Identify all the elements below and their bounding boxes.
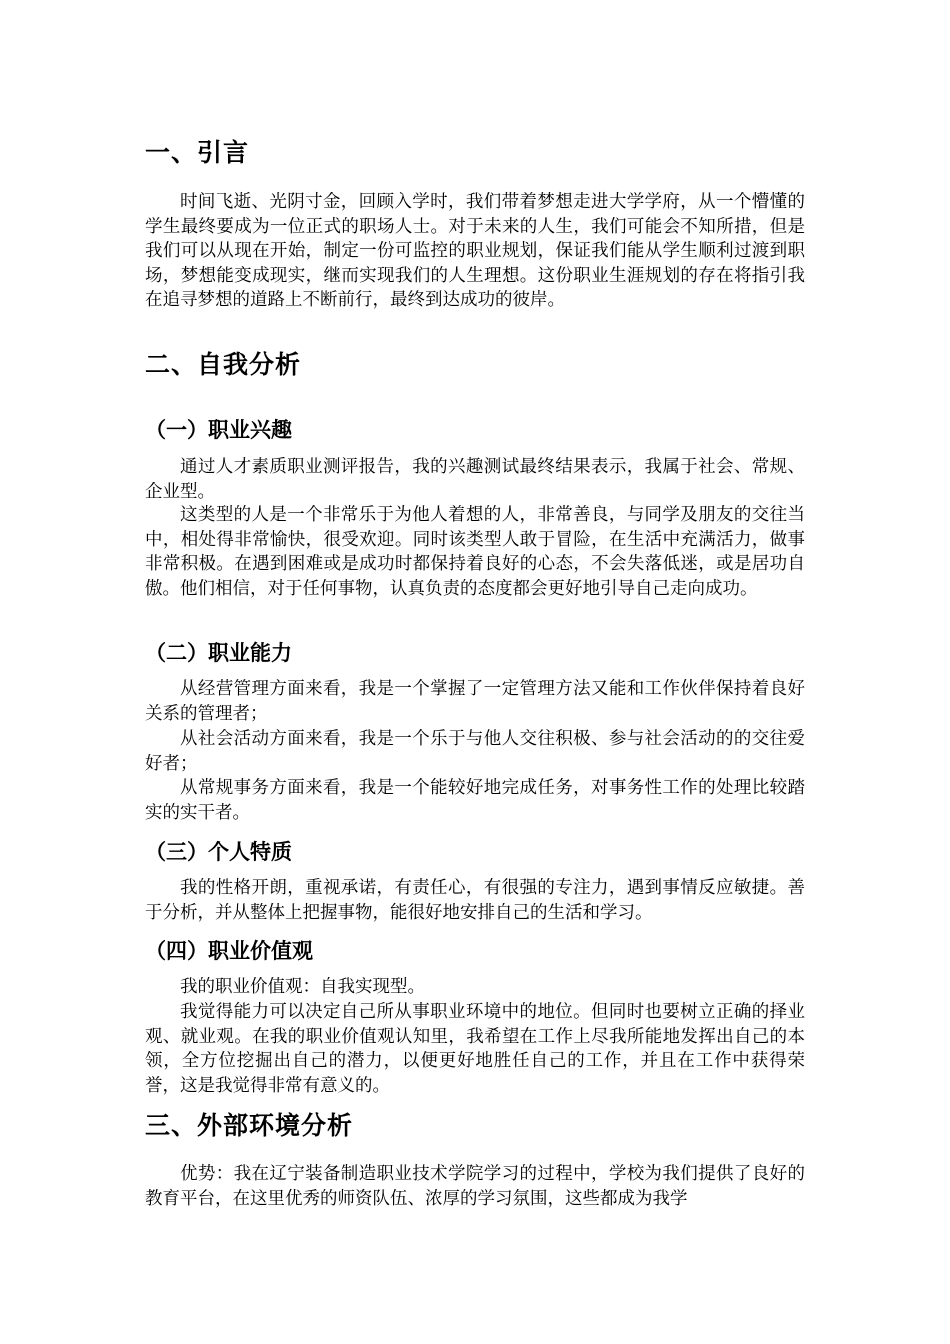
personal-traits-paragraph: 我的性格开朗，重视承诺，有责任心，有很强的专注力，遇到事情反应敏捷。善于分析，并从整体上把握事物，能很好地安排自己的生活和学习。 bbox=[145, 878, 805, 923]
section-heading-external-environment: 三、外部环境分析 bbox=[145, 1111, 354, 1140]
section-heading-introduction: 一、引言 bbox=[145, 138, 250, 167]
career-values-paragraph-2: 我觉得能力可以决定自己所从事职业环境中的地位。但同时也要树立正确的择业观、就业观。在我的职业价值观认知里，我希望在工作上尽我所能地发挥出自己的本领，全方位挖掘出自己的潜力，以便更好地胜任自己的工作，并且在工作中获得荣誉，这是我觉得非常有意义的。 bbox=[145, 1002, 805, 1096]
subheading-career-ability: （二）职业能力 bbox=[145, 641, 292, 665]
section-heading-self-analysis: 二、自我分析 bbox=[145, 350, 302, 379]
career-ability-paragraph-2: 从社会活动方面来看，我是一个乐于与他人交往积极、参与社会活动的的交往爱好者； bbox=[145, 729, 805, 774]
career-interest-paragraph-1: 通过人才素质职业测评报告，我的兴趣测试最终结果表示，我属于社会、常规、企业型。 bbox=[145, 457, 805, 502]
external-environment-paragraph: 优势：我在辽宁装备制造职业技术学院学习的过程中，学校为我们提供了良好的教育平台，在这里优秀的师资队伍、浓厚的学习氛围，这些都成为我学 bbox=[145, 1164, 805, 1209]
subheading-career-values: （四）职业价值观 bbox=[145, 939, 313, 963]
career-ability-paragraph-1: 从经营管理方面来看，我是一个掌握了一定管理方法又能和工作伙伴保持着良好关系的管理者； bbox=[145, 679, 805, 724]
career-values-paragraph-1: 我的职业价值观：自我实现型。 bbox=[180, 977, 425, 997]
subheading-career-interest: （一）职业兴趣 bbox=[145, 418, 292, 442]
career-ability-paragraph-3: 从常规事务方面来看，我是一个能较好地完成任务，对事务性工作的处理比较踏实的实干者。 bbox=[145, 778, 805, 823]
career-interest-paragraph-2: 这类型的人是一个非常乐于为他人着想的人，非常善良，与同学及朋友的交往当中，相处得非常愉快，很受欢迎。同时该类型人敢于冒险，在生活中充满活力，做事非常积极。在遇到困难或是成功时都保持着良好的心态，不会失落低迷，或是居功自傲。他们相信，对于任何事物，认真负责的态度都会更好地引导自己走向成功。 bbox=[145, 505, 805, 599]
introduction-paragraph: 时间飞逝、光阴寸金，回顾入学时，我们带着梦想走进大学学府，从一个懵懂的学生最终要成为一位正式的职场人士。对于未来的人生，我们可能会不知所措，但是我们可以从现在开始，制定一份可监控的职业规划，保证我们能从学生顺利过渡到职场，梦想能变成现实，继而实现我们的人生理想。这份职业生涯规划的存在将指引我在追寻梦想的道路上不断前行，最终到达成功的彼岸。 bbox=[145, 192, 805, 311]
subheading-personal-traits: （三）个人特质 bbox=[145, 840, 292, 864]
